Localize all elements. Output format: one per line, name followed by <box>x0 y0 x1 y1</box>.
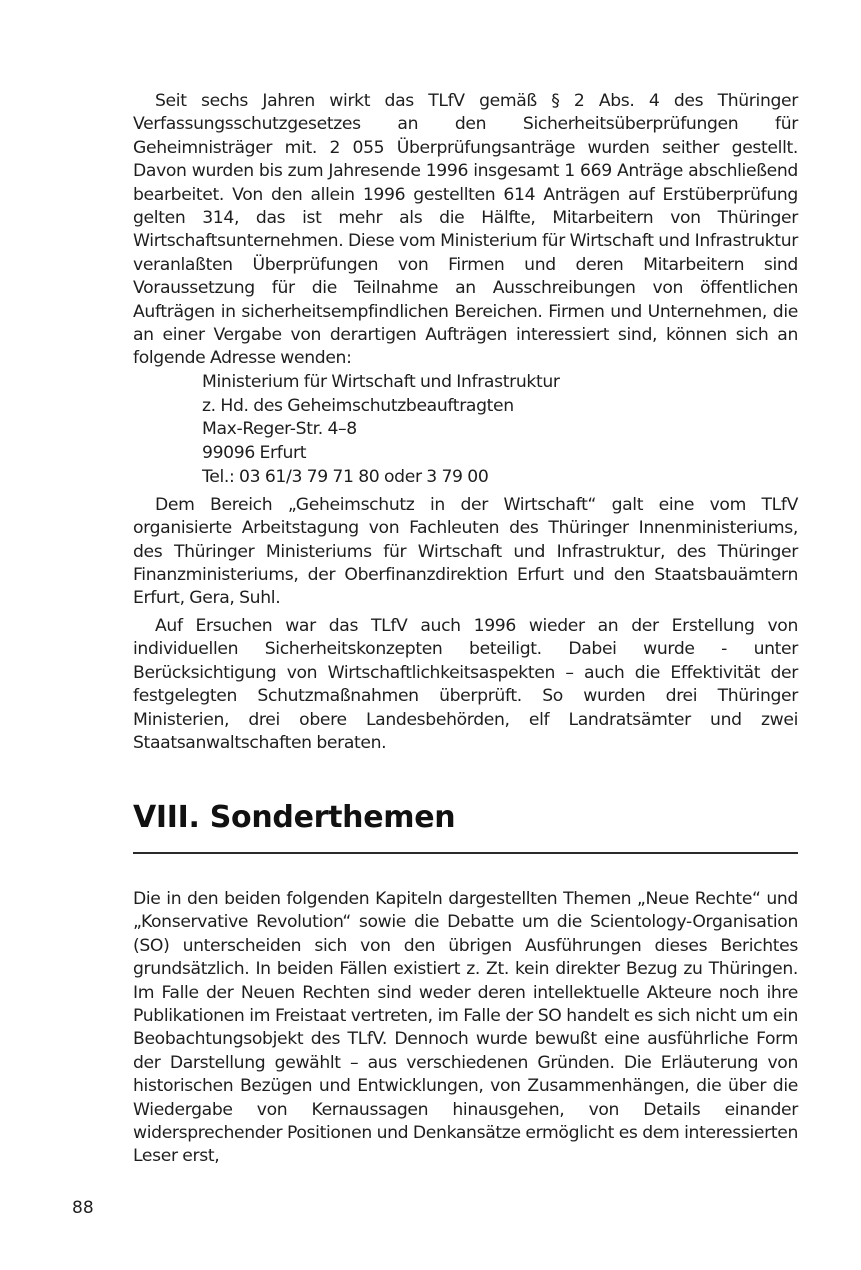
upper-text-block <box>133 90 798 755</box>
address-line-phone: Tel.: 03 61/3 79 71 80 oder 3 79 00 <box>202 467 489 488</box>
address-line-ministry: Ministerium für Wirtschaft und Infrastruktur <box>202 371 560 392</box>
address-line-street: Max-Reger-Str. 4–8 <box>202 419 357 440</box>
address-line-attention: z. Hd. des Geheimschutzbeauftragten <box>202 395 514 416</box>
paragraph-security-checks: Seit sechs Jahren wirkt das TLfV gemäß § 2 Abs. 4 des Thüringer Verfassungsschutzgesetzes an den Sicherheitsüberprüfungen für Geheimnisträger mit. 2 055 Überprüfungsanträge wurden seither gestellt. Davon wurden bis zum Jahresende 1996 insgesamt 1 669 Anträge abschließend bearbeitet. Von den allein 1996 gestellten 614 Anträgen auf Erstüberprüfung gelten 314, das ist mehr als die Hälfte, Mitarbeitern von Thüringer Wirtschaftsunternehmen. Diese vom Ministerium für Wirtschaft und Infrastruktur veranlaßten Überprüfungen von Firmen und deren Mitarbeitern sind Voraussetzung für die Teilnahme an Ausschreibungen von öffentlichen Aufträgen in sicherheitsempfindlichen Bereichen. Firmen und Unternehmen, die an einer Vergabe von derartigen Aufträgen interessiert sind, können sich an folgende Adresse wenden: <box>133 91 798 369</box>
lower-text-block <box>133 888 798 1169</box>
paragraph-special-topics: Die in den beiden folgenden Kapiteln dargestellten Themen „Neue Rechte“ und „Konservative Revolution“ sowie die Debatte um die Scientology-Organisation (SO) unterscheiden sich von den übrigen Ausführungen dieses Berichtes grundsätzlich. In beiden Fällen existiert z. Zt. kein direkter Bezug zu Thüringen. Im Falle der Neuen Rechten sind weder deren intellektuelle Akteure noch ihre Publikationen im Freistaat vertreten, im Falle der SO handelt es sich nicht um ein Beobachtungsobjekt des TLfV. Dennoch wurde bewußt eine ausführliche Form der Darstellung gewählt – aus verschiedenen Gründen. Die Erläuterung von historischen Bezügen und Entwicklungen, von Zusammenhängen, die über die Wiedergabe von Kernaussagen hinausgehen, von Details einander widersprechender Positionen und Denkansätze ermöglicht es dem interessierten Leser erst, <box>133 889 798 1167</box>
heading-divider <box>133 852 798 854</box>
contact-address <box>133 371 798 490</box>
address-line-city: 99096 Erfurt <box>202 443 307 464</box>
paragraph-conference: Dem Bereich „Geheimschutz in der Wirtschaft“ galt eine vom TLfV organisierte Arbeitstagung von Fachleuten des Thüringer Innenministeriums, des Thüringer Ministeriums für Wirtschaft und Infrastruktur, des Thüringer Finanzministeriums, der Oberfinanzdirektion Erfurt und den Staatsbauämtern Erfurt, Gera, Suhl. <box>133 494 798 609</box>
section-heading: VIII. Sonderthemen <box>133 800 456 835</box>
paragraph-security-concepts: Auf Ersuchen war das TLfV auch 1996 wieder an der Erstellung von individuellen Sicherheitskonzepten beteiligt. Dabei wurde - unter Berücksichtigung von Wirtschaftlichkeitsaspekten – auch die Effektivität der festgelegten Schutzmaßnahmen überprüft. So wurden drei Thüringer Ministerien, drei obere Landesbehörden, elf Landratsämter und zwei Staatsanwaltschaften beraten. <box>133 615 798 753</box>
page-number: 88 <box>72 1198 94 1218</box>
